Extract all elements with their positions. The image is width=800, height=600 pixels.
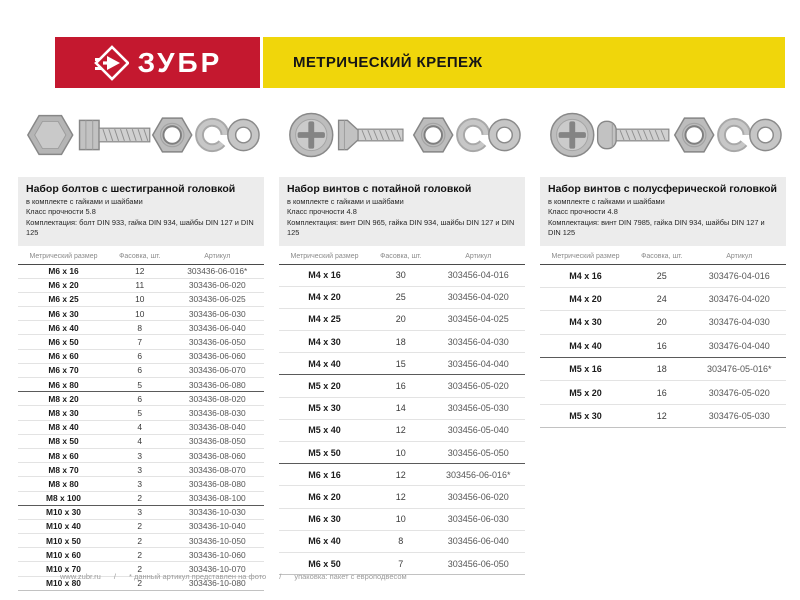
- size-cell: M5 x 30: [540, 404, 631, 427]
- size-cell: M4 x 25: [279, 308, 370, 330]
- sku-cell: 303436-08-020: [171, 392, 264, 406]
- size-cell: M6 x 30: [279, 508, 370, 530]
- qty-cell: 3: [109, 448, 171, 462]
- sku-cell: 303436-06-030: [171, 307, 264, 321]
- pan-head-screw-set-photo: [540, 93, 786, 177]
- brand-name: ЗУБР: [137, 46, 223, 78]
- table-row: [18, 420, 264, 434]
- table-row: [279, 397, 525, 419]
- size-cell: M5 x 50: [279, 442, 370, 464]
- qty-cell: 5: [109, 378, 171, 392]
- hex-bolt-set-photo: [18, 93, 264, 177]
- sku-cell: 303476-05-020: [693, 381, 786, 404]
- table-header-row: [18, 248, 264, 265]
- table-row: [18, 349, 264, 363]
- qty-cell: 2: [109, 548, 171, 562]
- column-countersunk-screws: [279, 93, 525, 591]
- size-cell: M6 x 80: [18, 378, 109, 392]
- size-cell: M4 x 20: [540, 287, 631, 310]
- pan-head-screw-set-illustration: [543, 96, 783, 174]
- size-cell: M4 x 20: [279, 286, 370, 308]
- table-row: [540, 287, 786, 310]
- qty-cell: 16: [631, 334, 693, 357]
- size-cell: M5 x 30: [279, 397, 370, 419]
- qty-cell: 20: [370, 308, 432, 330]
- kit-contents: Комплектация: винт DIN 7985, гайка DIN 934, шайбы DIN 127 и DIN 125: [548, 217, 765, 238]
- countersunk-screw-set-photo: [279, 93, 525, 177]
- sizes-table: [279, 248, 525, 576]
- hex-nut: [675, 118, 714, 152]
- countersunk-screw-side-view: [339, 120, 403, 149]
- table-row: [540, 334, 786, 357]
- qty-cell: 25: [370, 286, 432, 308]
- sku-cell: 303456-05-030: [432, 397, 525, 419]
- table-row: [18, 363, 264, 377]
- set-description: [279, 177, 525, 246]
- sku-cell: 303476-04-030: [693, 311, 786, 334]
- sku-cell: 303456-05-020: [432, 375, 525, 397]
- table-row: [279, 508, 525, 530]
- sku-cell: 303436-10-050: [171, 534, 264, 548]
- footer-separator: /: [113, 572, 116, 581]
- flat-washer: [750, 119, 781, 150]
- size-cell: M8 x 70: [18, 463, 109, 477]
- size-cell: M5 x 40: [279, 419, 370, 441]
- size-cell: M4 x 30: [279, 331, 370, 353]
- sku-cell: 303456-06-020: [432, 486, 525, 508]
- strength-class: Класс прочности 5.8: [26, 207, 96, 217]
- qty-cell: 6: [109, 349, 171, 363]
- footer-separator: /: [279, 572, 282, 581]
- sku-cell: 303436-10-080: [171, 576, 264, 590]
- table-row: [18, 321, 264, 335]
- qty-cell: 12: [135, 266, 145, 277]
- set-subtitle: в комплекте с гайками и шайбами: [548, 197, 665, 207]
- flat-washer: [228, 119, 259, 150]
- sku-cell: 303436-08-050: [171, 434, 264, 448]
- qty-cell: 2: [109, 519, 171, 533]
- hex-nut: [153, 118, 192, 152]
- size-cell: M4 x 40: [279, 353, 370, 375]
- sku-cell: 303436-10-030: [171, 505, 264, 519]
- size-cell: M6 x 50: [279, 552, 370, 574]
- col-header-sku: Артикул: [465, 252, 492, 260]
- sku-cell: 303456-05-040: [432, 419, 525, 441]
- table-row: [18, 448, 264, 462]
- col-header-qty: Фасовка, шт.: [119, 252, 161, 260]
- flat-washer: [489, 119, 520, 150]
- size-cell: M6 x 40: [279, 530, 370, 552]
- table-row: [279, 308, 525, 330]
- page-title-text: МЕТРИЧЕСКИЙ КРЕПЕЖ: [293, 54, 483, 71]
- kit-contents: Комплектация: болт DIN 933, гайка DIN 934, шайбы DIN 127 и DIN 125: [26, 217, 254, 238]
- sku-cell: 303436-06-080: [171, 378, 264, 392]
- qty-cell: 8: [370, 530, 432, 552]
- table-row: [18, 292, 264, 306]
- sku-cell: 303456-04-016: [447, 270, 509, 281]
- sizes-table: [540, 248, 786, 429]
- table-row: [540, 358, 786, 381]
- col-header-sku: Артикул: [726, 252, 753, 260]
- qty-cell: 12: [370, 419, 432, 441]
- table-row: [279, 419, 525, 441]
- table-row: [18, 392, 264, 406]
- qty-cell: 3: [109, 477, 171, 491]
- set-title: Набор винтов с потайной головкой: [287, 183, 472, 195]
- table-row: [18, 307, 264, 321]
- strength-class: Класс прочности 4.8: [287, 207, 357, 217]
- size-cell: M6 x 30: [18, 307, 109, 321]
- sku-cell: 303456-04-040: [432, 353, 525, 375]
- size-cell: M6 x 70: [18, 363, 109, 377]
- table-row: [18, 335, 264, 349]
- sku-cell: 303456-04-030: [432, 331, 525, 353]
- sku-cell: 303476-05-016*: [693, 358, 786, 381]
- table-row: [279, 442, 525, 464]
- table-row: [18, 434, 264, 448]
- spring-washer: [455, 117, 491, 153]
- size-cell: M8 x 60: [18, 448, 109, 462]
- table-row: [279, 464, 525, 486]
- phillips-head-front-view: [551, 114, 594, 157]
- set-title: Набор винтов с полусферической головкой: [548, 183, 777, 195]
- size-cell: M8 x 100: [18, 491, 109, 505]
- table-row: [540, 404, 786, 427]
- table-header-row: [540, 248, 786, 265]
- table-row: [18, 548, 264, 562]
- table-row: [18, 463, 264, 477]
- qty-cell: 14: [370, 397, 432, 419]
- qty-cell: 16: [631, 381, 693, 404]
- product-columns: [18, 93, 786, 591]
- size-cell: M6 x 50: [18, 335, 109, 349]
- hex-bolt-set-illustration: [21, 96, 261, 174]
- size-cell: M6 x 16: [279, 464, 370, 486]
- sku-cell: 303436-08-040: [171, 420, 264, 434]
- table-row: [540, 311, 786, 334]
- col-header-size: Метрический размер: [290, 252, 359, 260]
- zubr-arrow-icon: [93, 45, 129, 81]
- set-subtitle: в комплекте с гайками и шайбами: [26, 197, 143, 207]
- kit-contents: Комплектация: винт DIN 965, гайка DIN 934, шайбы DIN 127 и DIN 125: [287, 217, 515, 238]
- sku-cell: 303456-06-040: [432, 530, 525, 552]
- pan-head-screw-side-view: [598, 121, 669, 148]
- page-title: [263, 37, 785, 88]
- table-header-row: [279, 248, 525, 265]
- qty-cell: 5: [109, 406, 171, 420]
- table-row: [540, 381, 786, 404]
- table-row: [279, 375, 525, 397]
- table-row: [540, 264, 786, 287]
- qty-cell: 30: [395, 270, 406, 281]
- size-cell: M5 x 20: [279, 375, 370, 397]
- sku-cell: 303436-10-070: [171, 562, 264, 576]
- sizes-table: [18, 248, 267, 591]
- set-description: [18, 177, 264, 246]
- strength-class: Класс прочности 4.8: [548, 207, 618, 217]
- qty-cell: 12: [631, 404, 693, 427]
- size-cell: M6 x 60: [18, 349, 109, 363]
- sku-cell: 303436-06-020: [171, 278, 264, 292]
- hex-head-front-view: [28, 116, 73, 155]
- size-cell: M8 x 20: [18, 392, 109, 406]
- site-url: www.zubr.ru: [60, 572, 101, 581]
- size-cell: M8 x 80: [18, 477, 109, 491]
- size-cell: M4 x 40: [540, 334, 631, 357]
- sku-cell: 303456-04-025: [432, 308, 525, 330]
- qty-cell: 3: [109, 463, 171, 477]
- size-cell: M5 x 16: [540, 358, 631, 381]
- table-row: [18, 278, 264, 292]
- qty-cell: 4: [109, 420, 171, 434]
- table-row: [18, 505, 264, 519]
- size-cell: M10 x 30: [18, 505, 109, 519]
- size-cell: M5 x 20: [540, 381, 631, 404]
- sku-cell: 303456-05-050: [432, 442, 525, 464]
- table-row: [279, 486, 525, 508]
- size-cell: M8 x 30: [18, 406, 109, 420]
- table-row: [18, 264, 264, 278]
- qty-cell: 4: [109, 434, 171, 448]
- qty-cell: 7: [109, 335, 171, 349]
- column-hex-bolts: [18, 93, 267, 591]
- set-description: [540, 177, 786, 246]
- size-cell: M10 x 80: [18, 576, 109, 590]
- set-title: Набор болтов с шестигранной головкой: [26, 183, 236, 195]
- qty-cell: 25: [656, 270, 667, 281]
- table-row: [18, 534, 264, 548]
- table-row: [279, 331, 525, 353]
- qty-cell: 10: [109, 307, 171, 321]
- qty-cell: 10: [370, 508, 432, 530]
- sku-cell: 303436-06-050: [171, 335, 264, 349]
- qty-cell: 11: [109, 278, 171, 292]
- sku-cell: 303436-06-060: [171, 349, 264, 363]
- qty-cell: 2: [109, 491, 171, 505]
- sku-cell: 303436-06-040: [171, 321, 264, 335]
- table-row: [279, 286, 525, 308]
- sku-cell: 303476-04-016: [708, 270, 770, 281]
- sku-cell: 303436-08-100: [171, 491, 264, 505]
- qty-cell: 24: [631, 287, 693, 310]
- qty-cell: 2: [109, 562, 171, 576]
- size-cell: M10 x 60: [18, 548, 109, 562]
- hex-nut: [414, 118, 453, 152]
- size-cell: M4 x 30: [540, 311, 631, 334]
- page-footer: [60, 572, 407, 581]
- countersunk-screw-set-illustration: [282, 96, 522, 174]
- qty-cell: 3: [109, 505, 171, 519]
- table-row: [18, 477, 264, 491]
- packaging-note: упаковка: пакет с европодвесом: [294, 572, 407, 581]
- hex-bolt-side-view: [80, 120, 150, 149]
- qty-cell: 2: [109, 534, 171, 548]
- sku-cell: 303456-06-016*: [432, 464, 525, 486]
- qty-cell: 6: [109, 363, 171, 377]
- size-cell: M8 x 40: [18, 420, 109, 434]
- table-row: [18, 378, 264, 392]
- size-cell: M6 x 25: [18, 292, 109, 306]
- sku-cell: 303436-06-016*: [187, 266, 248, 277]
- spring-washer: [194, 117, 230, 153]
- qty-cell: 18: [370, 331, 432, 353]
- sku-cell: 303436-10-040: [171, 519, 264, 533]
- sku-cell: 303476-04-040: [693, 334, 786, 357]
- qty-cell: 12: [370, 486, 432, 508]
- col-header-qty: Фасовка, шт.: [641, 252, 683, 260]
- top-banner: [55, 37, 785, 88]
- photo-note: * данный артикул представлен на фото: [128, 572, 267, 581]
- size-cell: M6 x 20: [279, 486, 370, 508]
- sku-cell: 303456-06-030: [432, 508, 525, 530]
- qty-cell: 10: [370, 442, 432, 464]
- col-header-size: Метрический размер: [551, 252, 620, 260]
- table-row: [279, 530, 525, 552]
- column-pan-head-screws: [540, 93, 786, 591]
- col-header-qty: Фасовка, шт.: [380, 252, 422, 260]
- zubr-logo: [55, 37, 260, 88]
- table-row: [18, 519, 264, 533]
- size-cell: M4 x 16: [308, 270, 341, 281]
- size-cell: M10 x 50: [18, 534, 109, 548]
- sku-cell: 303476-04-020: [693, 287, 786, 310]
- col-header-size: Метрический размер: [29, 252, 98, 260]
- qty-cell: 6: [109, 392, 171, 406]
- size-cell: M10 x 40: [18, 519, 109, 533]
- size-cell: M6 x 20: [18, 278, 109, 292]
- size-cell: M4 x 16: [569, 270, 602, 281]
- sku-cell: 303456-04-020: [432, 286, 525, 308]
- table-row: [279, 264, 525, 286]
- sku-cell: 303476-05-030: [693, 404, 786, 427]
- sku-cell: 303436-08-070: [171, 463, 264, 477]
- sku-cell: 303436-08-080: [171, 477, 264, 491]
- qty-cell: 10: [109, 292, 171, 306]
- qty-cell: 8: [109, 321, 171, 335]
- set-subtitle: в комплекте с гайками и шайбами: [287, 197, 404, 207]
- qty-cell: 12: [370, 464, 432, 486]
- sku-cell: 303436-06-070: [171, 363, 264, 377]
- table-row: [18, 491, 264, 505]
- sku-cell: 303456-06-050: [432, 552, 525, 574]
- sku-cell: 303436-08-030: [171, 406, 264, 420]
- col-header-sku: Артикул: [204, 252, 231, 260]
- sku-cell: 303436-08-060: [171, 448, 264, 462]
- sku-cell: 303436-10-060: [171, 548, 264, 562]
- size-cell: M10 x 70: [18, 562, 109, 576]
- table-row: [279, 353, 525, 375]
- sku-cell: 303436-06-025: [171, 292, 264, 306]
- qty-cell: 18: [631, 358, 693, 381]
- table-row: [18, 406, 264, 420]
- qty-cell: 16: [370, 375, 432, 397]
- size-cell: M6 x 40: [18, 321, 109, 335]
- qty-cell: 2: [109, 576, 171, 590]
- qty-cell: 15: [370, 353, 432, 375]
- qty-cell: 20: [631, 311, 693, 334]
- size-cell: M6 x 16: [48, 266, 79, 277]
- phillips-head-front-view: [290, 114, 333, 157]
- spring-washer: [716, 117, 752, 153]
- qty-cell: 7: [370, 552, 432, 574]
- size-cell: M8 x 50: [18, 434, 109, 448]
